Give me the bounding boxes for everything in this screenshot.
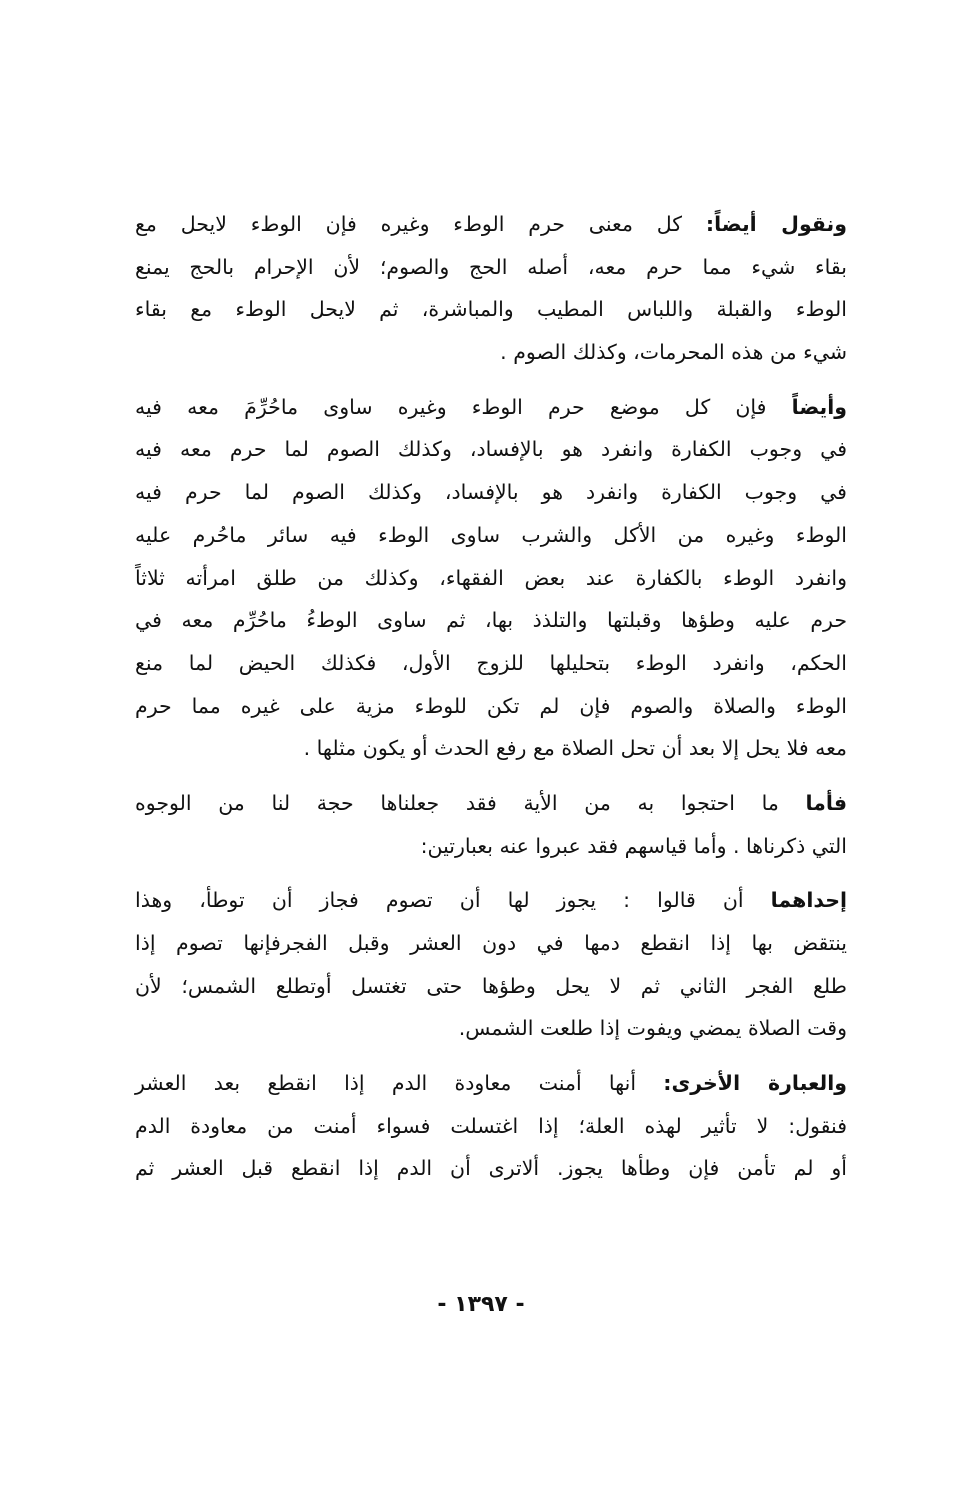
paragraph xyxy=(135,879,847,1050)
line-text: ما احتجوا به من الأية فقد جعلناها حجة لنا من الوجوه xyxy=(135,790,806,815)
text-line xyxy=(135,1147,847,1190)
text-line xyxy=(135,1105,847,1148)
text-line xyxy=(135,246,847,289)
line-text: طلع الفجر الثاني ثم لا يحل وطؤها حتى تغتسل أوتطلع الشمس؛ لأن xyxy=(135,973,847,998)
text-line xyxy=(135,642,847,685)
line-text: الوطء والصلاة والصوم فإن لم تكن للوطء مزية على غيره مما حرم xyxy=(135,693,847,718)
paragraph-lead-word: وأيضاً xyxy=(791,394,847,419)
text-line xyxy=(135,879,847,922)
paragraph-lead-word: ونقول أيضاً: xyxy=(705,212,848,236)
paragraph xyxy=(135,203,847,374)
paragraph xyxy=(135,782,847,867)
text-line xyxy=(135,782,847,825)
line-text: فإن كل موضع حرم الوطء وغيره ساوى ماحُرِّمَ معه فيه xyxy=(135,394,792,419)
line-text: حرم عليه وطؤها وقبلتها والتلذذ بها، ثم ساوى الوطءُ ماحُرِّم معه في xyxy=(135,608,847,633)
line-text: في وجوب الكفارة وانفرد هو بالإفساد، وكذلك الصوم لما حرم معه فيه xyxy=(135,437,847,462)
line-text: أن قالوا : يجوز لها أن تصوم فجاز أن توطأ، وهذا xyxy=(135,888,771,913)
text-line xyxy=(135,471,847,514)
line-text: كل معنى حرم الوطء وغيره فإن الوطء لايحل مع xyxy=(135,212,706,236)
paragraph-lead-word: إحداهما xyxy=(770,888,847,913)
text-line xyxy=(135,685,847,728)
line-text: أنها أمنت معاودة الدم إذا انقطع بعد العشر xyxy=(135,1071,664,1096)
paragraph xyxy=(135,386,847,770)
text-line xyxy=(135,965,847,1008)
line-text: وقت الصلاة يمضي ويفوت إذا طلعت الشمس. xyxy=(458,1016,847,1041)
text-line xyxy=(135,203,847,246)
paragraph-lead-word: فأما xyxy=(805,790,847,815)
text-line xyxy=(135,288,847,331)
text-line xyxy=(135,428,847,471)
page-number: - ١٣٩٧ - xyxy=(437,1292,525,1317)
line-text: فنقول: لا تأثير لهذه العلة؛ إذا اغتسلت فسواء أمنت من معاودة الدم xyxy=(135,1113,847,1138)
line-text: التي ذكرناها . وأما قياسهم فقد عبروا عنه بعبارتين: xyxy=(420,833,847,858)
paragraph xyxy=(135,1062,847,1190)
text-line xyxy=(135,557,847,600)
document-body xyxy=(135,203,847,1202)
line-text: في وجوب الكفارة وانفرد هو بالإفساد، وكذلك الصوم لما حرم فيه xyxy=(135,480,847,505)
text-line xyxy=(135,514,847,557)
text-line xyxy=(135,922,847,965)
line-text: شيء من هذه المحرمات، وكذلك الصوم . xyxy=(500,340,847,365)
text-line xyxy=(135,599,847,642)
text-line xyxy=(135,727,847,770)
line-text: وانفرد الوطء بالكفارة عند بعض الفقهاء، وكذلك من طلق امرأته ثلاثاً xyxy=(135,565,847,590)
paragraph-lead-word: والعبارة الأخرى: xyxy=(663,1071,847,1096)
line-text: أو لم تأمن فإن وطأها يجوز. ألاترى أن الدم إذا انقطع قبل العشر ثم xyxy=(135,1156,847,1181)
line-text: ينتقض بها إذا انقطع دمها في دون العشر وقبل الفجرفإنها تصوم إذا xyxy=(135,931,847,955)
line-text: بقاء شيء مما حرم معه، أصله الحج والصوم؛ لأن الإحرام بالحج يمنع xyxy=(135,254,847,279)
line-text: الوطء والقبلة واللباس المطيب والمباشرة، ثم لايحل الوطء مع بقاء xyxy=(135,297,847,322)
text-line xyxy=(135,1007,847,1050)
line-text: معه فلا يحل إلا بعد أن تحل الصلاة مع رفع الحدث أو يكون مثلها . xyxy=(303,736,847,761)
text-line xyxy=(135,825,847,868)
text-line xyxy=(135,331,847,374)
line-text: الحكم، وانفرد الوطء بتحليلها للزوج الأول، فكذلك الحيض لما منع xyxy=(135,650,847,675)
text-line xyxy=(135,386,847,429)
line-text: الوطء وغيره من الأكل والشرب ساوى الوطء فيه سائر ماحُرم عليه xyxy=(135,522,847,547)
text-line xyxy=(135,1062,847,1105)
